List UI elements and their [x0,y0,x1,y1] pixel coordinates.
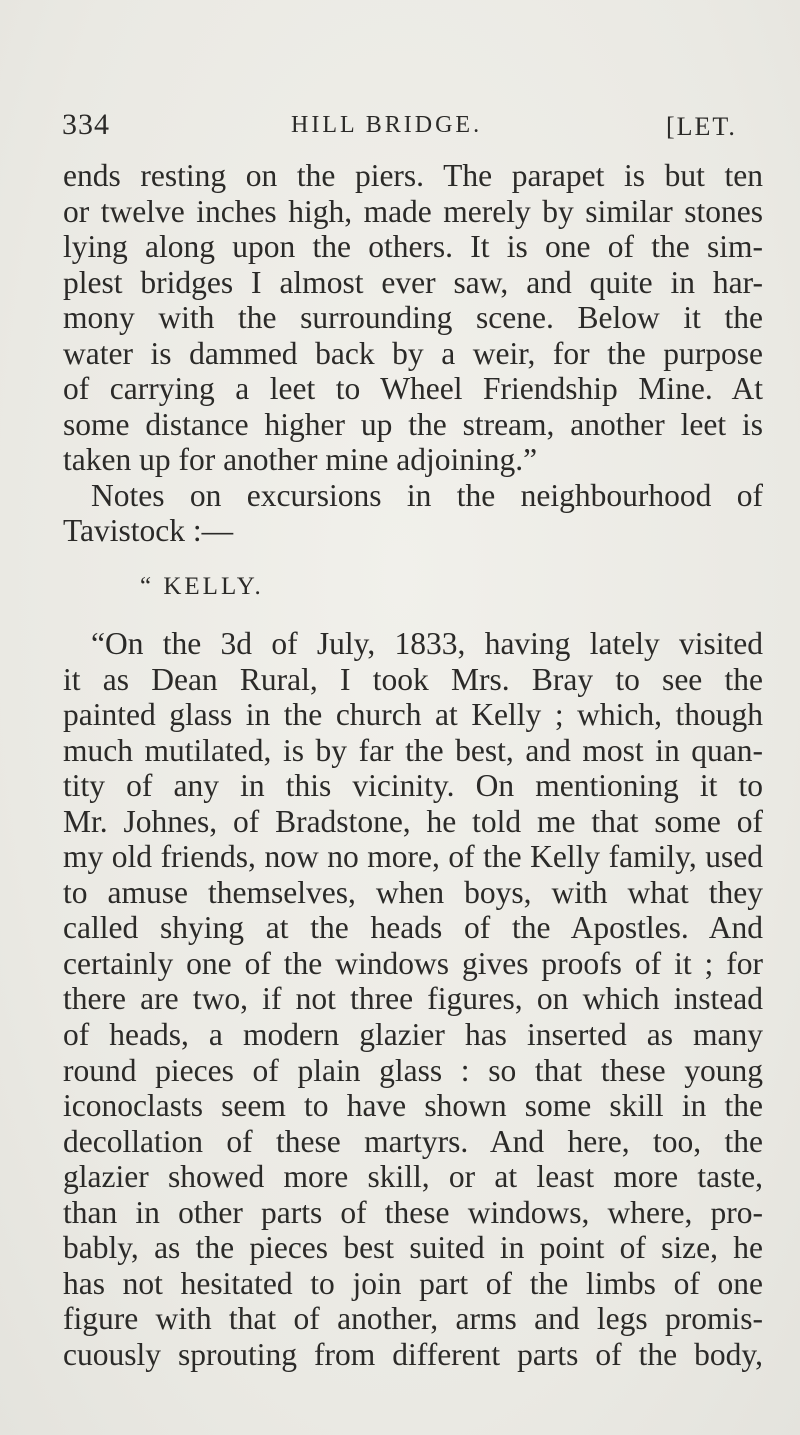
text-line: figure with that of another, arms and legs promis- [63,1301,763,1337]
text-line: bably, as the pieces best suited in point of size, he [63,1230,763,1266]
text-line: round pieces of plain glass : so that these young [63,1052,763,1088]
section-heading: “ KELLY. [140,573,264,601]
running-header [62,108,762,148]
text-line: Mr. Johnes, of Bradstone, he told me that some of [63,803,763,839]
paragraph-1 [63,158,763,478]
section-marker: [LET. [666,112,737,141]
paragraph-2 [63,478,763,549]
text-line: certainly one of the windows gives proofs of it ; for [63,945,763,981]
paragraph-3 [63,626,763,1372]
text-line: than in other parts of these windows, where, pro- [63,1194,763,1230]
body-text [63,158,763,1373]
running-title: HILL BRIDGE. [291,112,483,138]
text-line: plest bridges I almost ever saw, and quite in har- [63,264,763,300]
text-line: painted glass in the church at Kelly ; which, though [63,697,763,733]
text-line: it as Dean Rural, I took Mrs. Bray to see the [63,661,763,697]
text-line: there are two, if not three figures, on which instead [63,981,763,1017]
text-line: cuously sprouting from different parts of the body, [63,1336,763,1372]
text-line: water is dammed back by a weir, for the purpose [63,335,763,371]
text-line: of heads, a modern glazier has inserted as many [63,1017,763,1053]
text-line: or twelve inches high, made merely by similar stones [63,193,763,229]
page-number: 334 [62,108,110,141]
text-line: called shying at the heads of the Apostles. And [63,910,763,946]
text-line: decollation of these martyrs. And here, too, the [63,1123,763,1159]
text-line: some distance higher up the stream, another leet is [63,406,763,442]
text-line: to amuse themselves, when boys, with what they [63,874,763,910]
text-line: taken up for another mine adjoining.” [63,442,538,478]
text-line: has not hesitated to join part of the limbs of one [63,1265,763,1301]
text-line: glazier showed more skill, or at least more taste, [63,1159,763,1195]
text-line: mony with the surrounding scene. Below it the [63,300,763,336]
text-line: iconoclasts seem to have shown some skill in the [63,1088,763,1124]
text-line: of carrying a leet to Wheel Friendship Mine. At [63,371,763,407]
text-line: much mutilated, is by far the best, and most in quan- [63,732,763,768]
text-line: tity of any in this vicinity. On mentioning it to [63,768,763,804]
text-line: “On the 3d of July, 1833, having lately visited [91,626,763,662]
text-line: ends resting on the piers. The parapet is but ten [63,158,763,193]
text-line: lying along upon the others. It is one of the sim- [63,229,763,265]
text-line: Notes on excursions in the neighbourhood of [91,477,763,513]
text-line: my old friends, now no more, of the Kelly family, used [63,839,763,875]
text-line: Tavistock :— [63,513,234,549]
